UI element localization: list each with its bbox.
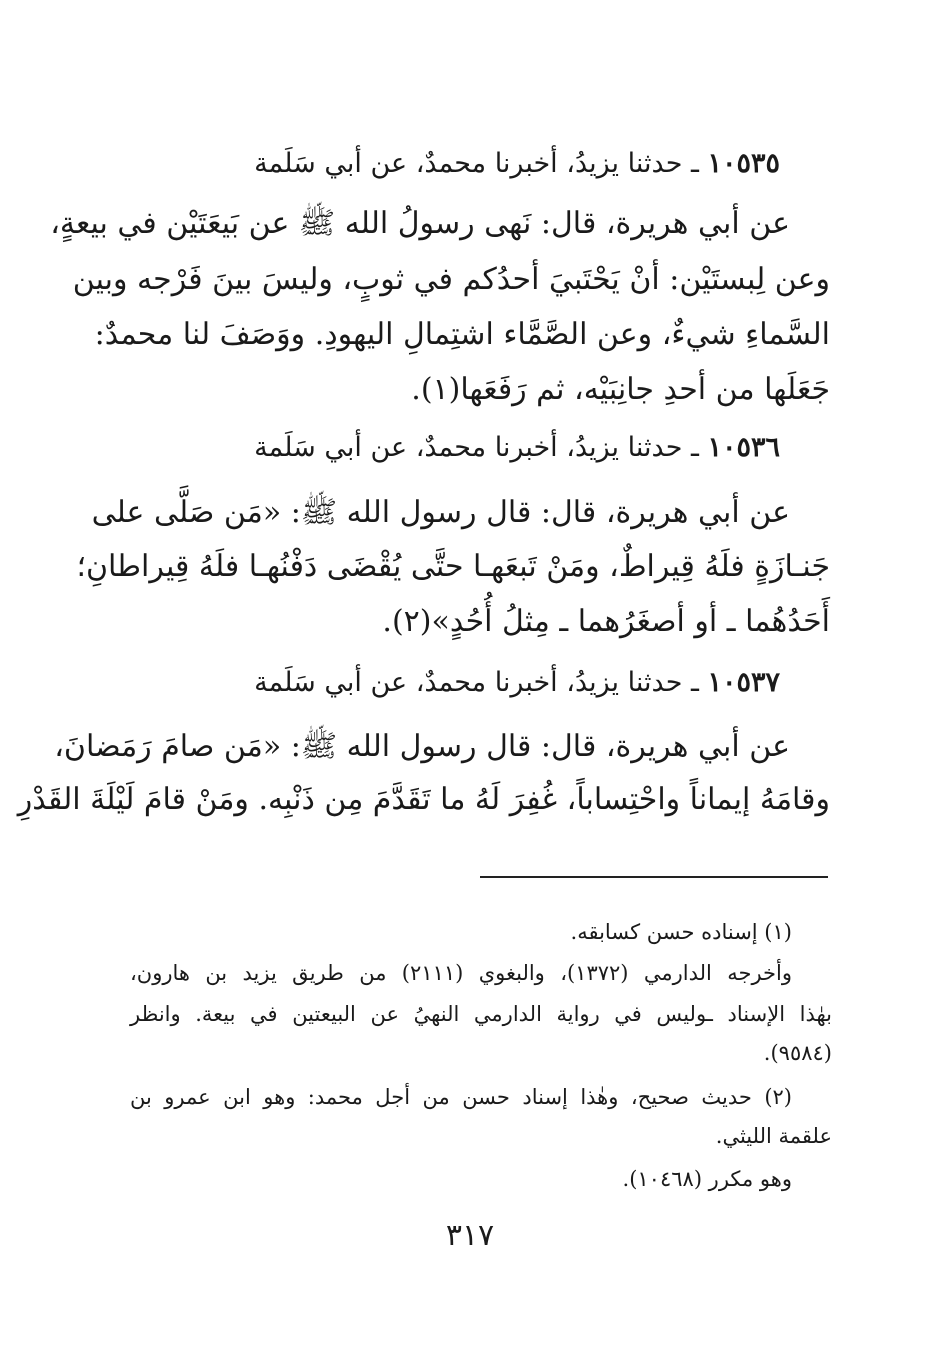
footnote-line: علقمة الليثي. bbox=[715, 1124, 832, 1148]
hadith-chain: ـ حدثنا يزيدُ، أخبرنا محمدٌ، عن أبي سَلَمة bbox=[254, 432, 699, 463]
footnote-line: وهو مكرر (١٠٤٦٨). bbox=[622, 1167, 792, 1191]
footnote-line: (٢) حديث صحيح، وهٰذا إسناد حسن من أجل محمد: وهو ابن عمرو بن bbox=[130, 1085, 792, 1109]
footnote-line: (١) إسناده حسن كسابقه. bbox=[570, 920, 792, 944]
hadith-number: ١٠٥٣٧ bbox=[707, 667, 780, 698]
hadith-text-line: وقامَهُ إيماناً واحْتِساباً، غُفِرَ لَهُ ما تَقَدَّمَ مِن ذَنْبِه. ومَنْ قامَ لَيْلَةَ القَدْرِ bbox=[17, 782, 830, 817]
hadith-text-line: جَعَلَها من أحدِ جانِبَيْه، ثم رَفَعَها(١). bbox=[411, 372, 830, 407]
hadith-heading bbox=[160, 432, 780, 463]
footnote-separator bbox=[480, 876, 828, 878]
hadith-text-line: جَنـازَةٍ فلَهُ قِيراطٌ، ومَنْ تَبعَهـا حتَّى يُقْضَى دَفْنُهـا فلَهُ قِيراطانِ؛ bbox=[76, 549, 830, 584]
footnote-line: وأخرجه الدارمي (١٣٧٢)، والبغوي (٢١١١) من طريق يزيد بن هارون، bbox=[130, 961, 792, 985]
hadith-chain: ـ حدثنا يزيدُ، أخبرنا محمدٌ، عن أبي سَلَمة bbox=[254, 667, 699, 698]
hadith-number: ١٠٥٣٦ bbox=[707, 432, 780, 463]
hadith-chain: ـ حدثنا يزيدُ، أخبرنا محمدٌ، عن أبي سَلَمة bbox=[254, 148, 699, 179]
hadith-text-line: عن أبي هريرة، قال: قال رسول الله ﷺ: «مَن صامَ رَمَضانَ، bbox=[54, 729, 790, 764]
footnote-line: (٩٥٨٤). bbox=[763, 1041, 832, 1065]
hadith-text-line: وعن لِبستَيْن: أنْ يَحْتَبيَ أحدُكم في ثوبٍ، وليسَ بينَ فَرْجه وبين bbox=[72, 262, 830, 297]
hadith-heading bbox=[160, 667, 780, 698]
hadith-heading bbox=[160, 148, 780, 179]
hadith-number: ١٠٥٣٥ bbox=[707, 148, 780, 179]
hadith-text-line: السَّماءِ شيءٌ، وعن الصَّمَّاء اشتِمالِ اليهودِ. ووَصَفَ لنا محمدٌ: bbox=[94, 317, 830, 352]
page-number: ٣١٧ bbox=[445, 1218, 495, 1253]
hadith-text-line: عن أبي هريرة، قال: قال رسول الله ﷺ: «مَن صَلَّى على bbox=[91, 495, 790, 530]
footnote-line: بهٰذا الإسناد ـوليس في رواية الدارمي النهيُ عن البيعتين في بيعة. وانظر bbox=[130, 1002, 832, 1026]
hadith-text-line: عن أبي هريرة، قال: نَهى رسولُ الله ﷺ عن بَيعَتَيْن في بيعةٍ، bbox=[50, 206, 790, 241]
hadith-text-line: أَحَدُهُما ـ أو أصغَرُهما ـ مِثلُ أُحُدٍ»(٢). bbox=[382, 604, 830, 639]
